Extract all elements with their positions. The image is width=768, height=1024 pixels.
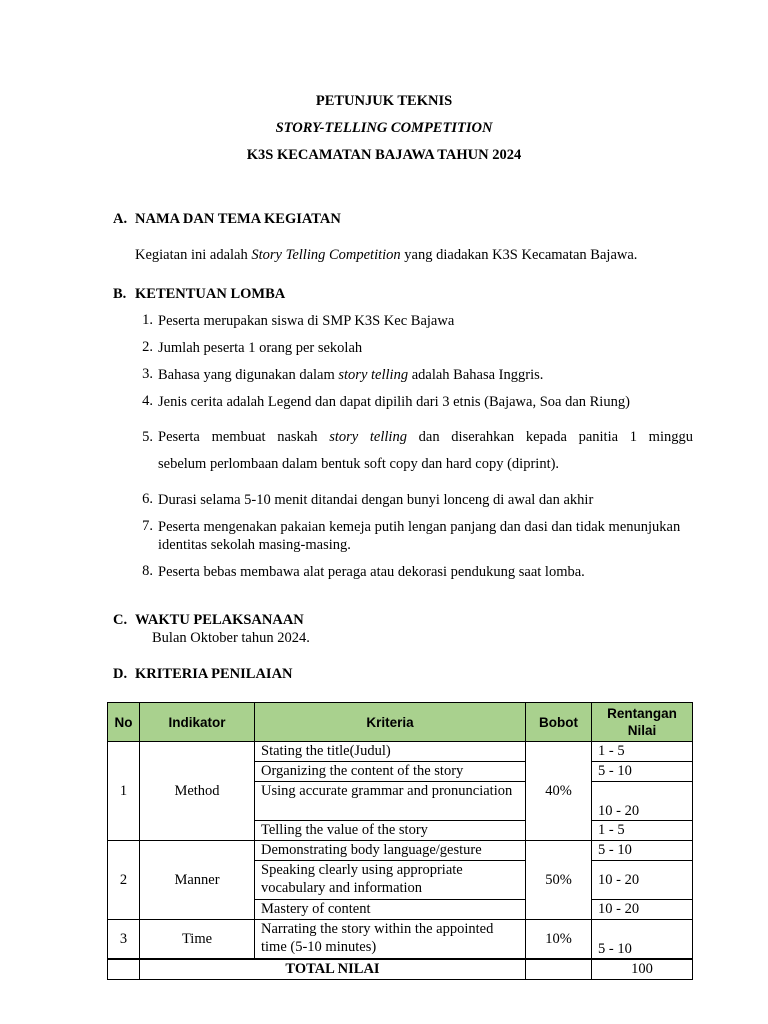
section-c-heading (113, 612, 304, 629)
nilai-cell: 1 - 5 (592, 742, 693, 762)
rule-text-emphasis: story telling (329, 429, 407, 445)
doc-subtitle-2: K3S KECAMATAN BAJAWA TAHUN 2024 (246, 147, 522, 163)
kriteria-cell: Speaking clearly using appropriate vocabulary and information (255, 861, 526, 900)
rule-text-line (158, 424, 693, 451)
rule-text-line: sebelum perlombaan dalam bentuk soft copy dan hard copy (diprint). (158, 456, 560, 472)
nilai-cell: 10 - 20 (592, 900, 693, 920)
nilai-cell: 5 - 10 (592, 841, 693, 861)
nilai-cell: 5 - 10 (592, 762, 693, 782)
section-a-text (135, 247, 637, 264)
rule-number: 3. (142, 366, 153, 382)
total-empty-cell (108, 959, 140, 980)
section-d-letter: D. (113, 666, 128, 682)
doc-subtitle: STORY-TELLING COMPETITION (275, 120, 493, 136)
section-b-title: KETENTUAN LOMBA (135, 286, 286, 302)
rule-text-part: Peserta bebas membawa alat peraga atau dekorasi pendukung saat lomba. (158, 564, 585, 580)
section-a-letter: A. (113, 211, 128, 227)
header-rentangan: Rentangan Nilai (592, 703, 693, 742)
nilai-cell: 1 - 5 (592, 821, 693, 841)
table-row (108, 841, 693, 861)
section-d-title: KRITERIA PENILAIAN (135, 666, 293, 682)
rule-text (158, 518, 693, 554)
header-indikator: Indikator (140, 703, 255, 742)
rule-text (158, 563, 693, 581)
rule-text-part: Peserta mengenakan pakaian kemeja putih lengan panjang dan dasi dan tidak menunjukan identitas sekolah masing-masing. (158, 519, 681, 553)
section-c-letter: C. (113, 612, 128, 628)
section-c-text: Bulan Oktober tahun 2024. (152, 630, 310, 646)
rule-text-part: Bahasa yang digunakan dalam (158, 367, 339, 383)
kriteria-cell: Mastery of content (255, 900, 526, 920)
total-label: TOTAL NILAI (140, 959, 526, 980)
rule-text (158, 424, 693, 478)
kriteria-cell: Telling the value of the story (255, 821, 526, 841)
group-indikator: Manner (140, 841, 255, 920)
group-bobot: 10% (526, 920, 592, 960)
section-b-letter: B. (113, 286, 127, 302)
rule-text (158, 393, 693, 411)
section-a-heading (113, 211, 341, 228)
group-no: 2 (108, 841, 140, 920)
kriteria-cell: Using accurate grammar and pronunciation (255, 782, 526, 821)
rule-text (158, 491, 693, 509)
table-row (108, 742, 693, 762)
rule-text (158, 366, 693, 384)
group-no: 3 (108, 920, 140, 960)
group-bobot: 50% (526, 841, 592, 920)
kriteria-cell: Narrating the story within the appointed time (5-10 minutes) (255, 920, 526, 960)
rule-text-part: Jenis cerita adalah Legend dan dapat dipilih dari 3 etnis (Bajawa, Soa dan Riung) (158, 394, 630, 410)
nilai-cell: 5 - 10 (592, 920, 693, 960)
kriteria-cell: Stating the title(Judul) (255, 742, 526, 762)
section-a-title: NAMA DAN TEMA KEGIATAN (135, 211, 341, 227)
total-empty-cell (526, 959, 592, 980)
rule-text-part: Peserta membuat naskah (158, 429, 330, 445)
rule-text-part: dan diserahkan kepada panitia 1 minggu (406, 429, 693, 445)
rule-number: 1. (142, 312, 153, 328)
rule-number: 6. (142, 491, 153, 507)
rule-number: 7. (142, 518, 153, 534)
header-bobot: Bobot (526, 703, 592, 742)
table-header-row (108, 703, 693, 742)
doc-title: PETUNJUK TEKNIS (315, 93, 453, 109)
rule-number: 5. (142, 429, 153, 445)
rule-number: 8. (142, 563, 153, 579)
section-a-text-pre: Kegiatan ini adalah (135, 247, 252, 263)
header-no: No (108, 703, 140, 742)
group-bobot: 40% (526, 742, 592, 841)
rule-text-part: Peserta merupakan siswa di SMP K3S Kec Bajawa (158, 313, 455, 329)
section-c-title: WAKTU PELAKSANAAN (135, 612, 304, 628)
header-kriteria: Kriteria (255, 703, 526, 742)
rule-text (158, 312, 693, 330)
rule-number: 2. (142, 339, 153, 355)
group-indikator: Time (140, 920, 255, 960)
kriteria-cell: Demonstrating body language/gesture (255, 841, 526, 861)
rule-text-emphasis: story telling (338, 367, 409, 383)
rule-text (158, 339, 693, 357)
rule-text-part: Durasi selama 5-10 menit ditandai dengan bunyi lonceng di awal dan akhir (158, 492, 594, 508)
table-row (108, 920, 693, 960)
group-no: 1 (108, 742, 140, 841)
section-a-text-post: yang diadakan K3S Kecamatan Bajawa. (400, 247, 638, 263)
section-a-text-em: Story Telling Competition (251, 247, 401, 263)
total-value: 100 (592, 959, 693, 980)
rule-text-part: Jumlah peserta 1 orang per sekolah (158, 340, 363, 356)
kriteria-cell: Organizing the content of the story (255, 762, 526, 782)
criteria-table (107, 702, 693, 980)
section-d-heading (113, 666, 293, 683)
nilai-cell: 10 - 20 (592, 861, 693, 900)
group-indikator: Method (140, 742, 255, 841)
rule-number: 4. (142, 393, 153, 409)
total-row (108, 959, 693, 980)
section-b-heading (113, 286, 285, 303)
rule-text-part: adalah Bahasa Inggris. (408, 367, 544, 383)
nilai-cell: 10 - 20 (592, 782, 693, 821)
